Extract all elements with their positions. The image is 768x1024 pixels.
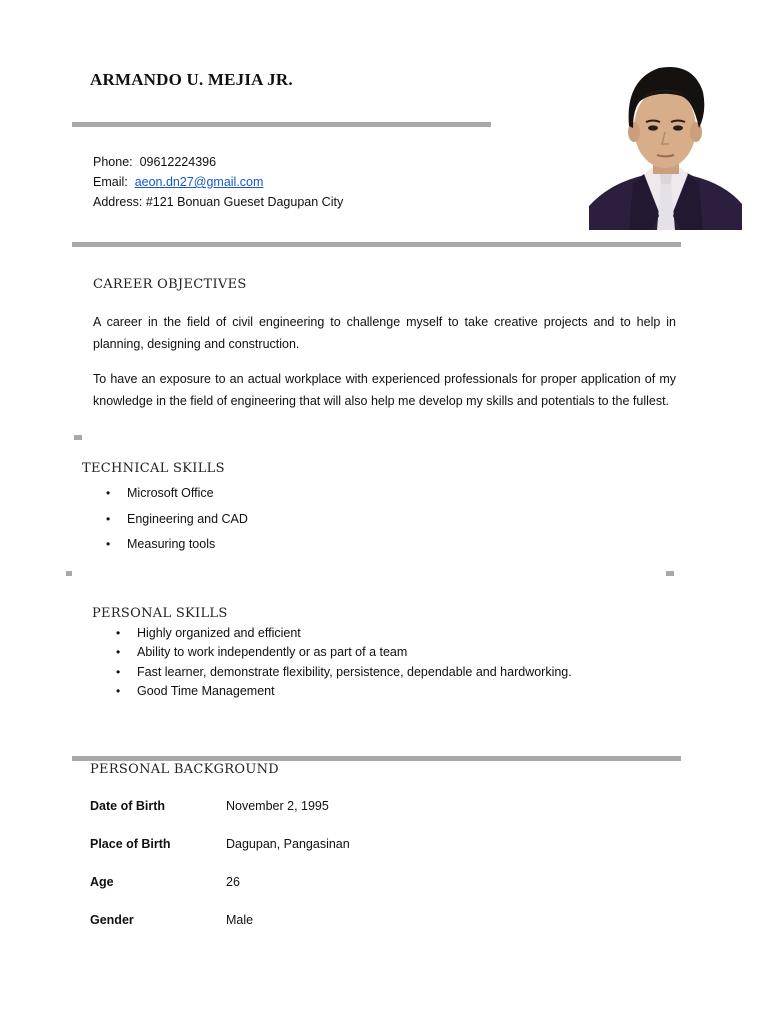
list-item	[116, 626, 572, 645]
phone-number: 09612224396	[139, 155, 217, 169]
table-row	[90, 837, 490, 857]
section-marker	[66, 571, 72, 576]
technical-skills-heading: TECHNICAL SKILLS	[82, 461, 225, 476]
bullet-icon: •	[116, 683, 121, 698]
address-label: Address:	[93, 195, 143, 209]
contact-block	[93, 152, 343, 212]
field-value: Male	[226, 913, 254, 927]
personal-background-heading: PERSONAL BACKGROUND	[90, 762, 280, 777]
field-label: Date of Birth	[90, 799, 165, 813]
skill-label: Good Time Management	[137, 683, 275, 698]
skill-label: Microsoft Office	[127, 486, 214, 500]
list-item	[106, 486, 248, 512]
skill-label: Engineering and CAD	[127, 511, 248, 526]
bullet-icon: •	[116, 645, 121, 660]
technical-skills-list	[106, 486, 248, 563]
bullet-icon: •	[106, 486, 111, 500]
field-value: Dagupan, Pangasinan	[226, 837, 350, 851]
bullet-icon: •	[106, 537, 111, 551]
personal-skills-list	[116, 626, 572, 703]
email-link[interactable]: aeon.dn27@gmail.com	[134, 175, 264, 189]
list-item	[106, 511, 248, 538]
email-row	[93, 172, 343, 192]
bullet-icon: •	[116, 664, 121, 679]
list-item	[106, 537, 248, 563]
address-row	[93, 192, 343, 212]
list-item	[116, 683, 572, 703]
list-item	[116, 664, 572, 684]
phone-label: Phone:	[93, 155, 133, 169]
email-label: Email:	[93, 175, 128, 189]
field-label: Age	[90, 875, 114, 889]
list-item	[116, 645, 572, 664]
field-label: Place of Birth	[90, 837, 171, 851]
skill-label: Measuring tools	[127, 537, 216, 551]
section-marker	[666, 571, 674, 576]
skill-label: Fast learner, demonstrate flexibility, persistence, dependable and hardworking.	[137, 664, 572, 679]
table-row	[90, 913, 490, 933]
field-value: November 2, 1995	[226, 799, 329, 813]
phone-row	[93, 152, 343, 172]
personal-skills-heading: PERSONAL SKILLS	[92, 606, 228, 621]
skill-label: Ability to work independently or as part of a team	[137, 645, 408, 660]
contact-divider	[72, 242, 681, 247]
career-objective-paragraph-1: A career in the field of civil engineering to challenge myself to take creative projects and to help in planning, designing and construction.	[93, 315, 676, 351]
career-objective-paragraph-2: To have an exposure to an actual workplace with experienced professionals for proper application of my knowledge in the field of engineering that will also help me develop my skills and potentials to the fullest.	[93, 372, 676, 408]
header-divider	[72, 122, 491, 127]
field-label: Gender	[90, 913, 134, 927]
bullet-icon: •	[106, 511, 111, 526]
background-divider	[72, 756, 681, 761]
address-value: #121 Bonuan Gueset Dagupan City	[145, 195, 344, 209]
bullet-icon: •	[116, 626, 121, 640]
skill-label: Highly organized and efficient	[137, 626, 301, 640]
career-objectives-heading: CAREER OBJECTIVES	[93, 277, 247, 292]
section-marker	[74, 435, 82, 440]
applicant-name: ARMANDO U. MEJIA JR.	[90, 70, 293, 89]
table-row	[90, 875, 490, 895]
field-value: 26	[226, 875, 240, 889]
table-row	[90, 799, 490, 819]
profile-photo	[589, 56, 742, 230]
